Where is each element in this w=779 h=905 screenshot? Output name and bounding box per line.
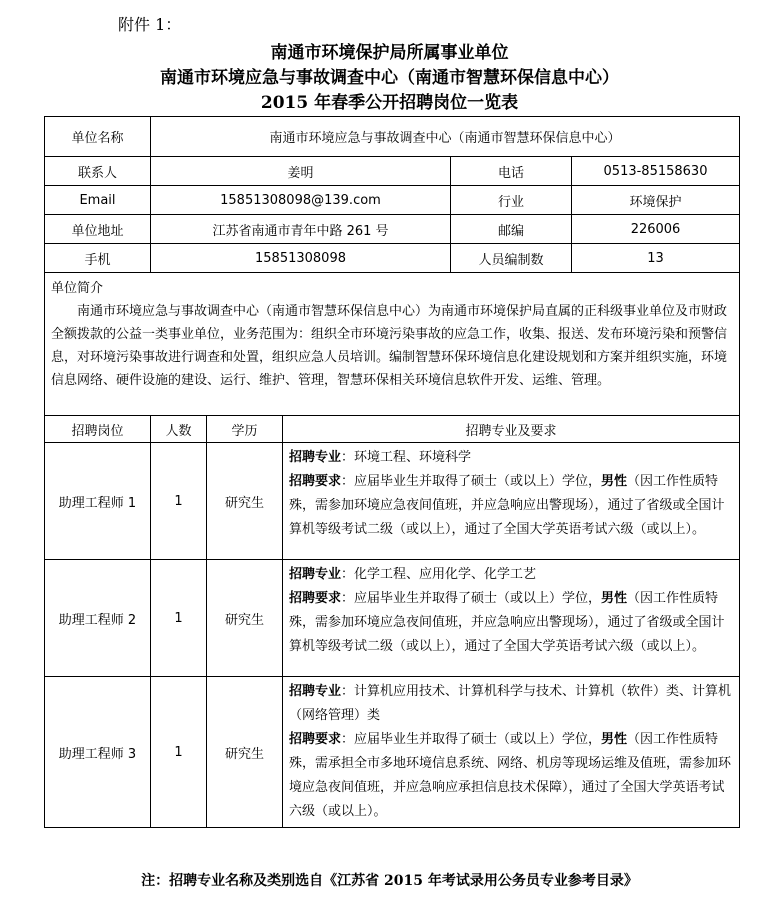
job-education: 研究生 [207, 560, 283, 677]
mobile-value: 15851308098 [151, 244, 451, 273]
staff-value: 13 [572, 244, 740, 273]
mobile-label: 手机 [45, 244, 151, 273]
staff-label: 人员编制数 [451, 244, 572, 273]
intro-label: 单位简介 [51, 281, 104, 296]
address-value: 江苏省南通市青年中路 261 号 [151, 215, 451, 244]
header-count: 人数 [151, 416, 207, 443]
gender-text: 男性 [601, 591, 628, 606]
requirement-label: 招聘要求 [289, 732, 342, 747]
job-count: 1 [151, 677, 207, 828]
job-education: 研究生 [207, 677, 283, 828]
job-requirements [283, 443, 740, 560]
title-line-2: 南通市环境应急与事故调查中心（南通市智慧环保信息中心） [160, 68, 619, 88]
title-line-1: 南通市环境保护局所属事业单位 [270, 43, 509, 63]
header-education: 学历 [207, 416, 283, 443]
gender-text: 男性 [601, 732, 628, 747]
unit-name-label: 单位名称 [45, 117, 151, 157]
address-label: 单位地址 [45, 215, 151, 244]
table-row [45, 677, 740, 828]
job-education: 研究生 [207, 443, 283, 560]
gender-text: 男性 [601, 474, 628, 489]
industry-value: 环境保护 [572, 186, 740, 215]
job-requirements [283, 560, 740, 677]
job-count: 1 [151, 560, 207, 677]
header-position: 招聘岗位 [45, 416, 151, 443]
major-text: ：环境工程、环境科学 [341, 450, 472, 465]
table-row [45, 186, 740, 215]
job-position: 助理工程师 3 [45, 677, 151, 828]
table-row [45, 443, 740, 560]
table-row [45, 117, 740, 157]
major-text: ：计算机应用技术、计算机科学与技术、计算机（软件）类、计算机（网络管理）类 [289, 684, 732, 723]
contact-label: 联系人 [45, 157, 151, 186]
requirement-text: （因工作性质特殊，需参加环境应急夜间值班，并应急响应出警现场），通过了省级或全国计算机等级考试二级（或以上），通过了全国大学英语考试六级（或以上）。 [289, 591, 725, 654]
attachment-label: 附件 1： [118, 15, 182, 34]
table-row [45, 560, 740, 677]
unit-name-value: 南通市环境应急与事故调查中心（南通市智慧环保信息中心） [151, 117, 740, 157]
major-label: 招聘专业 [289, 567, 342, 582]
requirement-text: （因工作性质特殊，需参加环境应急夜间值班，并应急响应出警现场），通过了省级或全国计算机等级考试二级（或以上），通过了全国大学英语考试六级（或以上）。 [289, 474, 725, 537]
job-position: 助理工程师 1 [45, 443, 151, 560]
requirement-label: 招聘要求 [289, 591, 342, 606]
contact-value: 姜明 [151, 157, 451, 186]
requirement-text: （因工作性质特殊，需承担全市多地环境信息系统、网络、机房等现场运维及值班，需参加环境应急夜间值班，并应急响应承担信息技术保障），通过了全国大学英语考试六级（或以上）。 [289, 732, 732, 819]
requirement-text: ：应届毕业生并取得了硕士（或以上）学位， [341, 474, 602, 489]
job-position: 助理工程师 2 [45, 560, 151, 677]
major-text: ：化学工程、应用化学、化学工艺 [341, 567, 537, 582]
title-line-3: 2015 年春季公开招聘岗位一览表 [260, 93, 519, 113]
email-label: Email [45, 186, 151, 215]
postcode-value: 226006 [572, 215, 740, 244]
table-row [45, 215, 740, 244]
major-label: 招聘专业 [289, 450, 342, 465]
postcode-label: 邮编 [451, 215, 572, 244]
table-row [45, 244, 740, 273]
phone-label: 电话 [451, 157, 572, 186]
unit-intro [45, 273, 740, 416]
industry-label: 行业 [451, 186, 572, 215]
intro-text: 南通市环境应急与事故调查中心（南通市智慧环保信息中心）为南通市环境保护局直属的正科级事业单位及市财政全额拨款的公益一类事业单位，业务范围为：组织全市环境污染事故的应急工作，收集、报送、发布环境污染和预警信息，对环境污染事故进行调查和处置，组织应急人员培训。编制智慧环保环境信息化建设规划和方案并组织实施，环境信息网络、硬件设施的建设、运行、维护、管理，智慧环保相关环境信息软件开发、运维、管理。 [51, 304, 728, 388]
major-label: 招聘专业 [289, 684, 342, 699]
requirement-label: 招聘要求 [289, 474, 342, 489]
header-requirements: 招聘专业及要求 [283, 416, 740, 443]
requirement-text: ：应届毕业生并取得了硕士（或以上）学位， [341, 591, 602, 606]
email-value: 15851308098@139.com [151, 186, 451, 215]
table-row [45, 416, 740, 443]
requirement-text: ：应届毕业生并取得了硕士（或以上）学位， [341, 732, 602, 747]
recruitment-table [44, 116, 740, 828]
table-row [45, 157, 740, 186]
phone-value: 0513-85158630 [572, 157, 740, 186]
table-row [45, 273, 740, 416]
job-count: 1 [151, 443, 207, 560]
footnote: 注：招聘专业名称及类别选自《江苏省 2015 年考试录用公务员专业参考目录》 [141, 873, 638, 889]
job-requirements [283, 677, 740, 828]
